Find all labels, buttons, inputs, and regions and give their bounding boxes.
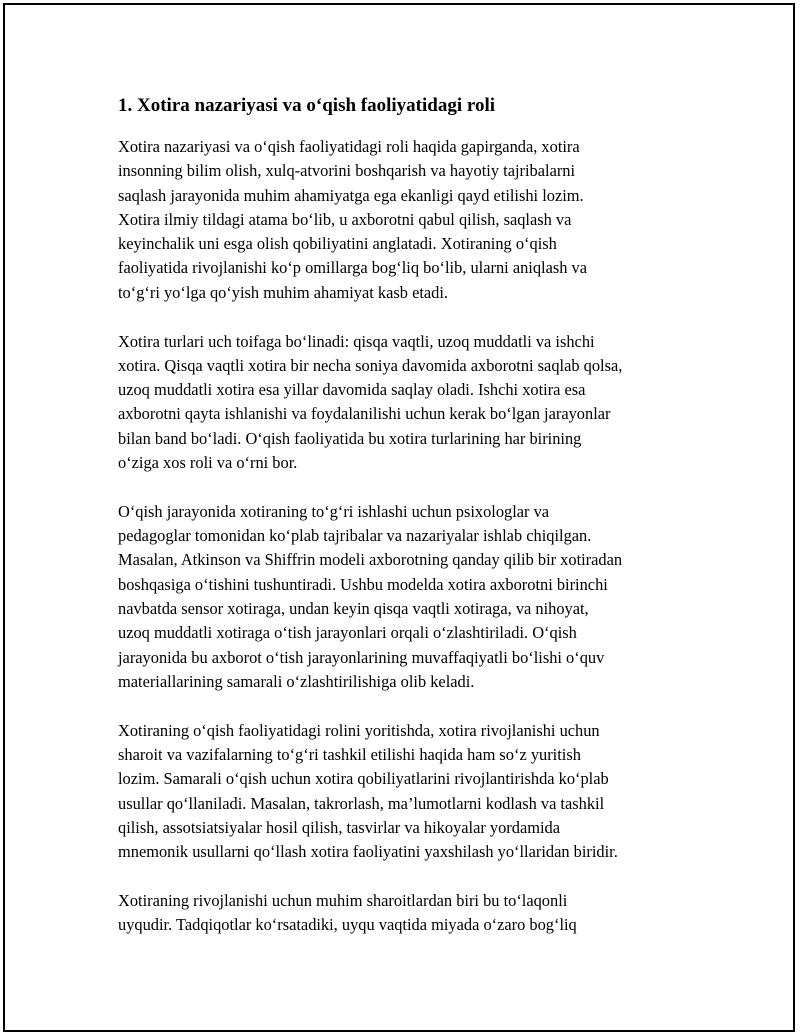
text-line: O‘qish jarayonida xotiraning to‘g‘ri ishlashi uchun psixologlar va	[118, 501, 550, 521]
section-heading: 1. Xotira nazariyasi va o‘qish faoliyatidagi roli	[118, 95, 496, 116]
text-line: Xotiraning o‘qish faoliyatidagi rolini yoritishda, xotira rivojlanishi uchun	[118, 720, 600, 740]
text-line: Masalan, Atkinson va Shiffrin modeli axborotning qanday qilib bir xotiradan	[118, 550, 623, 570]
text-line: qilish, assotsiatsiyalar hosil qilish, tasvirlar va hikoyalar yordamida	[118, 817, 561, 837]
text-line: keyinchalik uni esga olish qobiliyatini anglatadi. Xotiraning o‘qish	[118, 234, 557, 254]
text-line: uzoq muddatli xotiraga o‘tish jarayonlari orqali o‘zlashtiriladi. O‘qish	[118, 623, 577, 643]
text-line: boshqasiga o‘tishini tushuntiradi. Ushbu modelda xotira axborotni birinchi	[118, 574, 608, 594]
text-line: uzoq muddatli xotira esa yillar davomida saqlay oladi. Ishchi xotira esa	[118, 380, 586, 400]
text-line: lozim. Samarali o‘qish uchun xotira qobiliyatlarini rivojlantirishda ko‘plab	[118, 769, 609, 789]
text-line: saqlash jarayonida muhim ahamiyatga ega ekanligi qayd etilishi lozim.	[118, 185, 584, 205]
text-line: jarayonida bu axborot o‘tish jarayonlarining muvaffaqiyatli bo‘lishi o‘quv	[118, 647, 605, 667]
document-body	[118, 92, 698, 962]
text-line: bilan band bo‘ladi. O‘qish faoliyatida bu xotira turlarining har birining	[118, 428, 582, 448]
text-line: materiallarining samarali o‘zlashtirilishiga olib keladi.	[118, 671, 475, 691]
text-line: axborotni qayta ishlanishi va foydalanilishi uchun kerak bo‘lgan jarayonlar	[118, 404, 611, 424]
text-line: sharoit va vazifalarning to‘g‘ri tashkil etilishi haqida ham so‘z yuritish	[118, 745, 581, 765]
paragraph-5	[118, 889, 698, 938]
text-line: to‘g‘ri yo‘lga qo‘yish muhim ahamiyat kasb etadi.	[118, 282, 449, 302]
text-line: pedagoglar tomonidan ko‘plab tajribalar va nazariyalar ishlab chiqilgan.	[118, 526, 592, 546]
text-line: xotira. Qisqa vaqtli xotira bir necha soniya davomida axborotni saqlab qolsa,	[118, 355, 623, 375]
paragraph-1	[118, 135, 698, 305]
text-line: navbatda sensor xotiraga, undan keyin qisqa vaqtli xotiraga, va nihoyat,	[118, 599, 589, 619]
text-line: Xotira nazariyasi va o‘qish faoliyatidagi roli haqida gapirganda, xotira	[118, 137, 580, 156]
text-line: uyqudir. Tadqiqotlar ko‘rsatadiki, uyqu vaqtida miyada o‘zaro bog‘liq	[118, 915, 577, 935]
text-line: Xotira ilmiy tildagi atama bo‘lib, u axborotni qabul qilish, saqlash va	[118, 209, 572, 229]
text-line: faoliyatida rivojlanishi ko‘p omillarga bog‘liq bo‘lib, ularni aniqlash va	[118, 258, 588, 278]
paragraph-3	[118, 500, 698, 694]
text-line: Xotira turlari uch toifaga bo‘linadi: qisqa vaqtli, uzoq muddatli va ishchi	[118, 331, 595, 351]
paragraph-2	[118, 330, 698, 476]
text-line: usullar qo‘llaniladi. Masalan, takrorlash, ma’lumotlarni kodlash va tashkil	[118, 793, 605, 813]
text-line: Xotiraning rivojlanishi uchun muhim sharoitlardan biri bu to‘laqonli	[118, 891, 568, 911]
text-line: mnemonik usullarni qo‘llash xotira faoliyatini yaxshilash yo‘llaridan biridir.	[118, 842, 618, 862]
text-line: insonning bilim olish, xulq-atvorini boshqarish va hayotiy tajribalarni	[118, 161, 576, 181]
paragraph-4	[118, 719, 698, 865]
text-line: o‘ziga xos roli va o‘rni bor.	[118, 453, 298, 473]
